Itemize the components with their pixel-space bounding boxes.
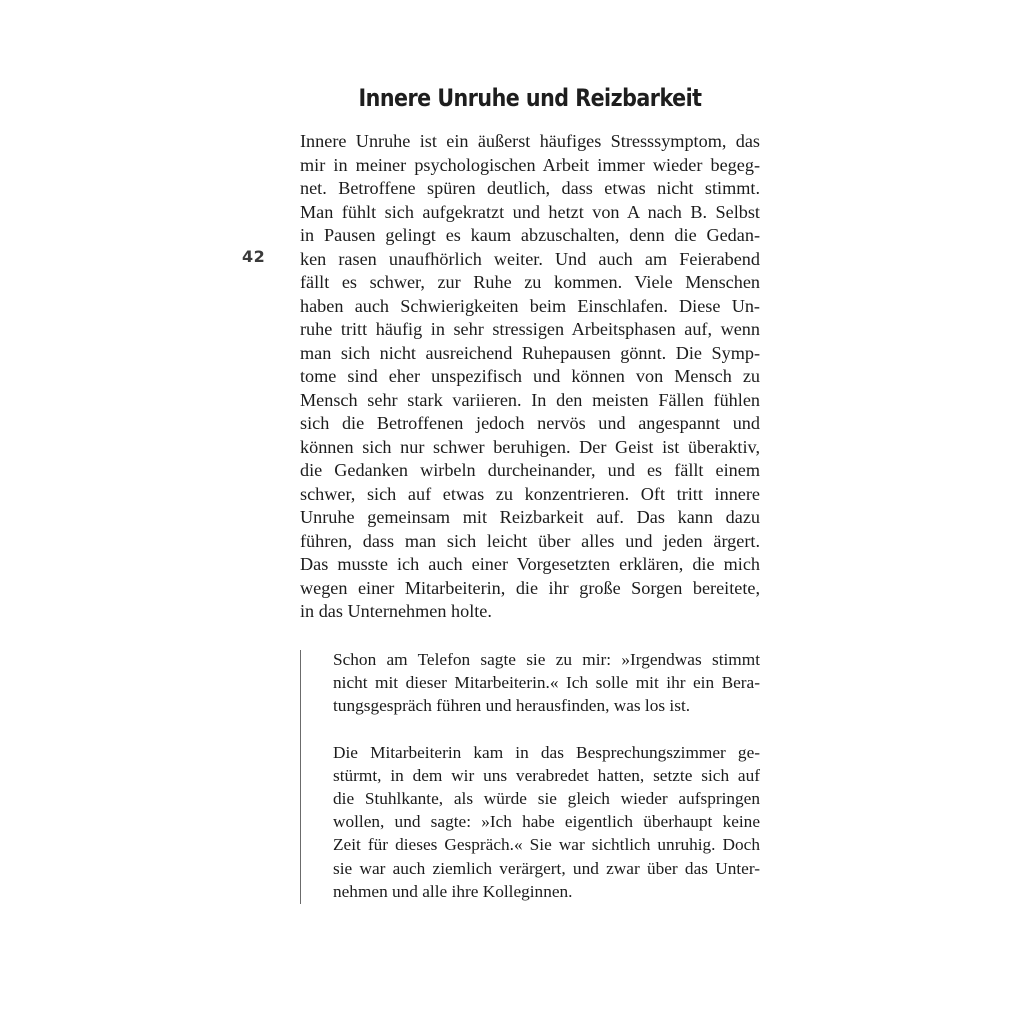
quote-line: sie war auch ziemlich verärgert, und zwar über das Unter- (333, 858, 760, 878)
body-line: Mensch sehr stark variieren. In den meisten Fällen fühlen (300, 389, 760, 410)
body-line: wegen einer Mitarbeiterin, die ihr große Sorgen bereitete, (300, 577, 760, 598)
body-line: schwer, sich auf etwas zu konzentrieren. Oft tritt innere (300, 483, 760, 504)
body-line: net. Betroffene spüren deutlich, dass etwas nicht stimmt. (300, 178, 760, 198)
quote-paragraph (333, 648, 760, 718)
body-line: führen, dass man sich leicht über alles und jeden ärgert. (300, 530, 760, 551)
body-line: in das Unternehmen holte. (300, 601, 492, 621)
quote-line: Schon am Telefon sagte sie zu mir: »Irgendwas stimmt (333, 650, 760, 669)
section-heading: Innere Unruhe und Reizbarkeit (358, 84, 702, 112)
quote-vertical-rule (300, 650, 301, 904)
body-line: ken rasen unaufhörlich weiter. Und auch am Feierabend (300, 248, 760, 269)
quote-line: Zeit für dieses Gespräch.« Sie war sichtlich unruhig. Doch (333, 835, 760, 855)
quote-line: Die Mitarbeiterin kam in das Besprechungszimmer ge- (333, 742, 760, 762)
body-line: können sich nur schwer beruhigen. Der Geist ist überaktiv, (300, 436, 760, 457)
body-line: man sich nicht ausreichend Ruhepausen gönnt. Die Symp- (300, 342, 760, 363)
case-study-quote (333, 648, 760, 926)
body-line: sich die Betroffenen jedoch nervös und angespannt und (300, 413, 760, 433)
body-line: mir in meiner psychologischen Arbeit immer wieder begeg- (300, 154, 760, 175)
quote-line: nicht mit dieser Mitarbeiterin.« Ich solle mit ihr ein Bera- (333, 673, 760, 693)
body-line: ruhe tritt häufig in sehr stressigen Arbeitsphasen auf, wenn (300, 319, 760, 339)
quote-line: nehmen und alle ihre Kolleginnen. (333, 881, 573, 901)
body-paragraph (300, 130, 760, 624)
quote-line: stürmt, in dem wir uns verabredet hatten, setzte sich auf (333, 765, 760, 785)
body-line: tome sind eher unspezifisch und können von Mensch zu (300, 366, 760, 386)
body-line: die Gedanken wirbeln durcheinander, und es fällt einem (300, 460, 760, 480)
body-line: Das musste ich auch einer Vorgesetzten erklären, die mich (300, 554, 760, 574)
body-line: Man fühlt sich aufgekratzt und hetzt von A nach B. Selbst (300, 201, 760, 222)
body-line: haben auch Schwierigkeiten beim Einschlafen. Diese Un- (300, 295, 760, 316)
quote-paragraph (333, 741, 760, 903)
quote-line: wollen, und sagte: »Ich habe eigentlich überhaupt keine (333, 812, 760, 832)
body-line: in Pausen gelingt es kaum abzuschalten, denn die Gedan- (300, 225, 760, 245)
page-number: 42 (242, 247, 266, 266)
body-line: Unruhe gemeinsam mit Reizbarkeit auf. Das kann dazu (300, 507, 760, 527)
body-line: fällt es schwer, zur Ruhe zu kommen. Viele Menschen (300, 272, 760, 292)
quote-line: die Stuhlkante, als würde sie gleich wieder aufspringen (333, 789, 760, 809)
body-line: Innere Unruhe ist ein äußerst häufiges Stresssymptom, das (300, 131, 760, 151)
quote-line: tungsgespräch führen und herausfinden, was los ist. (333, 696, 691, 716)
